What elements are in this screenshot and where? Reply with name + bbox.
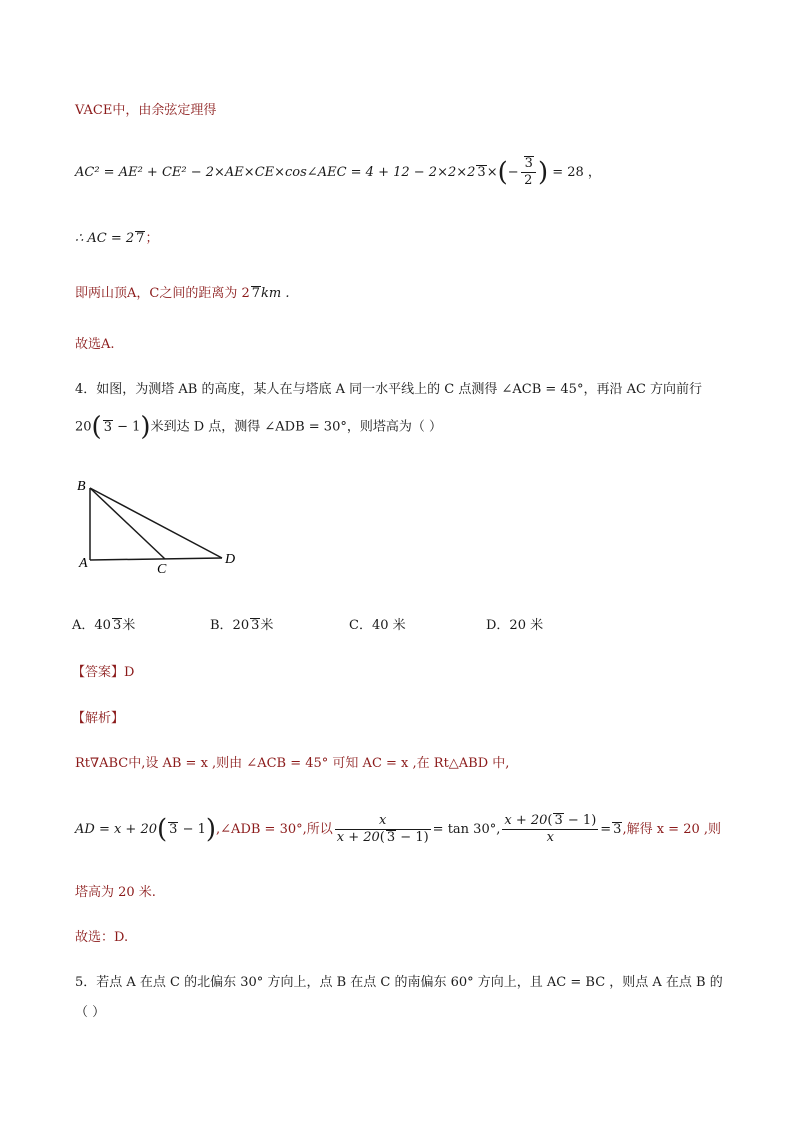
label-a: A <box>79 556 88 571</box>
option-b[interactable]: B．20 3米 <box>210 618 274 633</box>
question-4-text: 4．如图，为测塔 AB 的高度，某人在与塔底 A 同一水平线上的 C 点测得 ∠ACB = 45°，再沿 AC 方向前行 <box>75 382 703 397</box>
triangle-figure <box>70 470 250 580</box>
label-b: B <box>77 479 86 494</box>
line-bd <box>90 488 222 558</box>
option-d[interactable]: D．20 米 <box>486 618 544 633</box>
question-4-text-line2: 20( 3 − 1)米到达 D 点，测得 ∠ADB = 30°，则塔高为（ ） <box>75 412 442 442</box>
cosine-equation: AC² = AE² + CE² − 2×AE×CE×cos∠AEC = 4 + 12 − 2×2×2 3×(− $\frac{3}{2}$ ) = 28 ， <box>75 156 601 188</box>
label-c: C <box>157 562 167 577</box>
option-a[interactable]: A．40 3米 <box>72 618 136 633</box>
line-bc <box>90 488 165 559</box>
analysis-line1: Rt∇ABC中,设 AB = x ,则由 ∠ACB = 45° 可知 AC = x ,在 Rt△ABD 中, <box>75 756 510 771</box>
question-5-blank: （ ） <box>75 1005 106 1020</box>
answer-label: 【答案】D <box>72 665 135 680</box>
choice-a: 故选A. <box>75 337 115 352</box>
analysis-line2: AD = x + 20( 3 − 1),∠ADB = 30°,所以 $\frac{x}{x + 20( 3 - 1)}$ = tan 30°, $\frac{x + 20( 3 - 1)}{x}$ = 3,解得 x = 20 ,则 <box>75 813 722 845</box>
analysis-line3: 塔高为 20 米. <box>75 885 156 900</box>
distance-conclusion: 即两山顶A，C之间的距离为 2 7km . <box>75 286 290 301</box>
label-d: D <box>225 552 236 567</box>
choice-d: 故选：D. <box>75 930 129 945</box>
ac-result: ∴ AC = 2 7； <box>75 231 159 246</box>
question-5-text: 5．若点 A 在点 C 的北偏东 30° 方向上，点 B 在点 C 的南偏东 60° 方向上，且 AC = BC ，则点 A 在点 B 的 <box>75 975 723 990</box>
option-c[interactable]: C．40 米 <box>349 618 406 633</box>
line-ad <box>90 558 222 560</box>
analysis-label: 【解析】 <box>72 711 125 726</box>
law-of-cosines-intro: VACE中，由余弦定理得 <box>75 103 217 118</box>
